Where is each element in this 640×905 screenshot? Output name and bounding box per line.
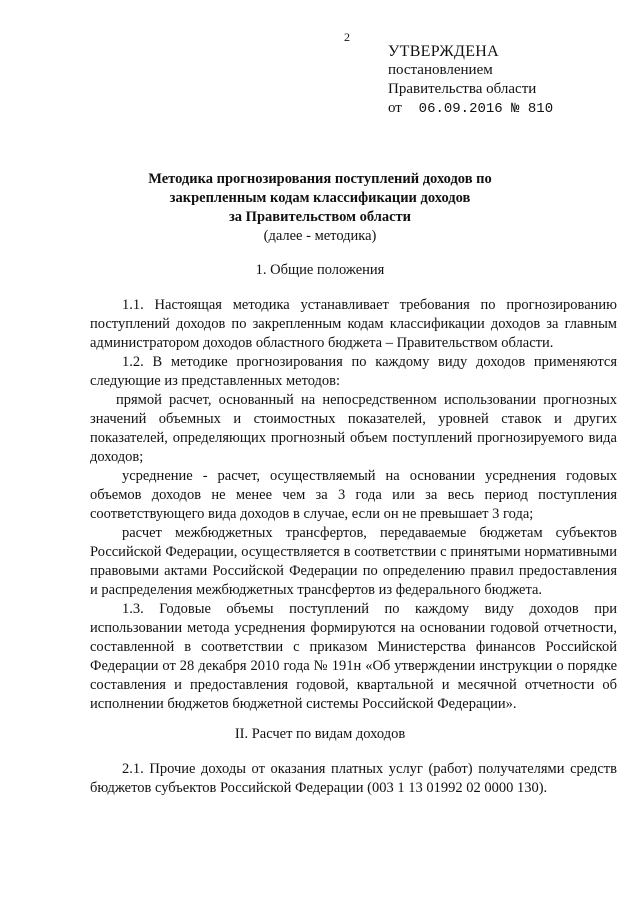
title-line-1: Методика прогнозирования поступлений доходов по bbox=[148, 171, 492, 187]
paragraph-direct-calc: прямой расчет, основанный на непосредственном использовании прогнозных значений объемных и стоимостных показателей, уровней ставок и других показателей, определяющих прогнозный объем поступлений прогнозируемого вида доходов; bbox=[90, 392, 617, 465]
paragraph-averaging: усреднение - расчет, осуществляемый на основании усреднения годовых объемов доходов не менее чем за 3 года или за весь период поступления соответствующего вида доходов в случае, если он не превышает 3 года; bbox=[90, 468, 617, 522]
document-title bbox=[90, 170, 550, 246]
paragraph-2-1: 2.1. Прочие доходы от оказания платных услуг (работ) получателями средств бюджетов субъектов Российской Федерации (003 1 13 01992 02 0000 130). bbox=[90, 761, 617, 796]
approval-stamp-block bbox=[388, 42, 553, 119]
approval-stamp-title: УТВЕРЖДЕНА bbox=[388, 43, 500, 60]
approval-line-2: Правительства области bbox=[388, 81, 537, 97]
approval-date-prefix: от bbox=[388, 100, 402, 116]
approval-date-value: 06.09.2016 № 810 bbox=[418, 101, 554, 117]
approval-date-line bbox=[388, 99, 553, 119]
section-2-heading: II. Расчет по видам доходов bbox=[234, 726, 406, 742]
paragraph-1-3: 1.3. Годовые объемы поступлений по каждому виду доходов при использовании метода усреднения формируются на основании годовой отчетности, составленной в соответствии с приказом Министерства финансов Российской Федерации от 28 декабря 2010 года № 191н «Об утверждении инструкции о порядке составления и предоставления годовой, квартальной и месячной отчетности об исполнении бюджетов бюджетной системы Российской Федерации». bbox=[90, 601, 617, 712]
title-line-3: за Правительством области bbox=[228, 209, 412, 225]
page-number: 2 bbox=[344, 30, 350, 44]
paragraph-1-1: 1.1. Настоящая методика устанавливает требования по прогнозированию поступлений доходов по закрепленным кодам классификации доходов за главным администратором доходов областного бюджета – Правительством области. bbox=[90, 297, 617, 351]
approval-line-1: постановлением bbox=[388, 62, 493, 78]
paragraph-1-2: 1.2. В методике прогнозирования по каждому виду доходов применяются следующие из представленных методов: bbox=[90, 354, 617, 389]
section-1-heading: 1. Общие положения bbox=[255, 262, 385, 278]
section-2-body bbox=[90, 760, 617, 798]
paragraph-transfers: расчет межбюджетных трансфертов, передаваемые бюджетам субъектов Российской Федерации, осуществляется в соответствии с принятыми нормативными правовыми актами Российской Федерации по определению правил предоставления и распределения межбюджетных трансфертов из федерального бюджета. bbox=[90, 525, 617, 598]
title-line-2: закрепленным кодам классификации доходов bbox=[169, 190, 471, 206]
section-1-body bbox=[90, 296, 617, 714]
title-line-4: (далее - методика) bbox=[263, 228, 377, 244]
